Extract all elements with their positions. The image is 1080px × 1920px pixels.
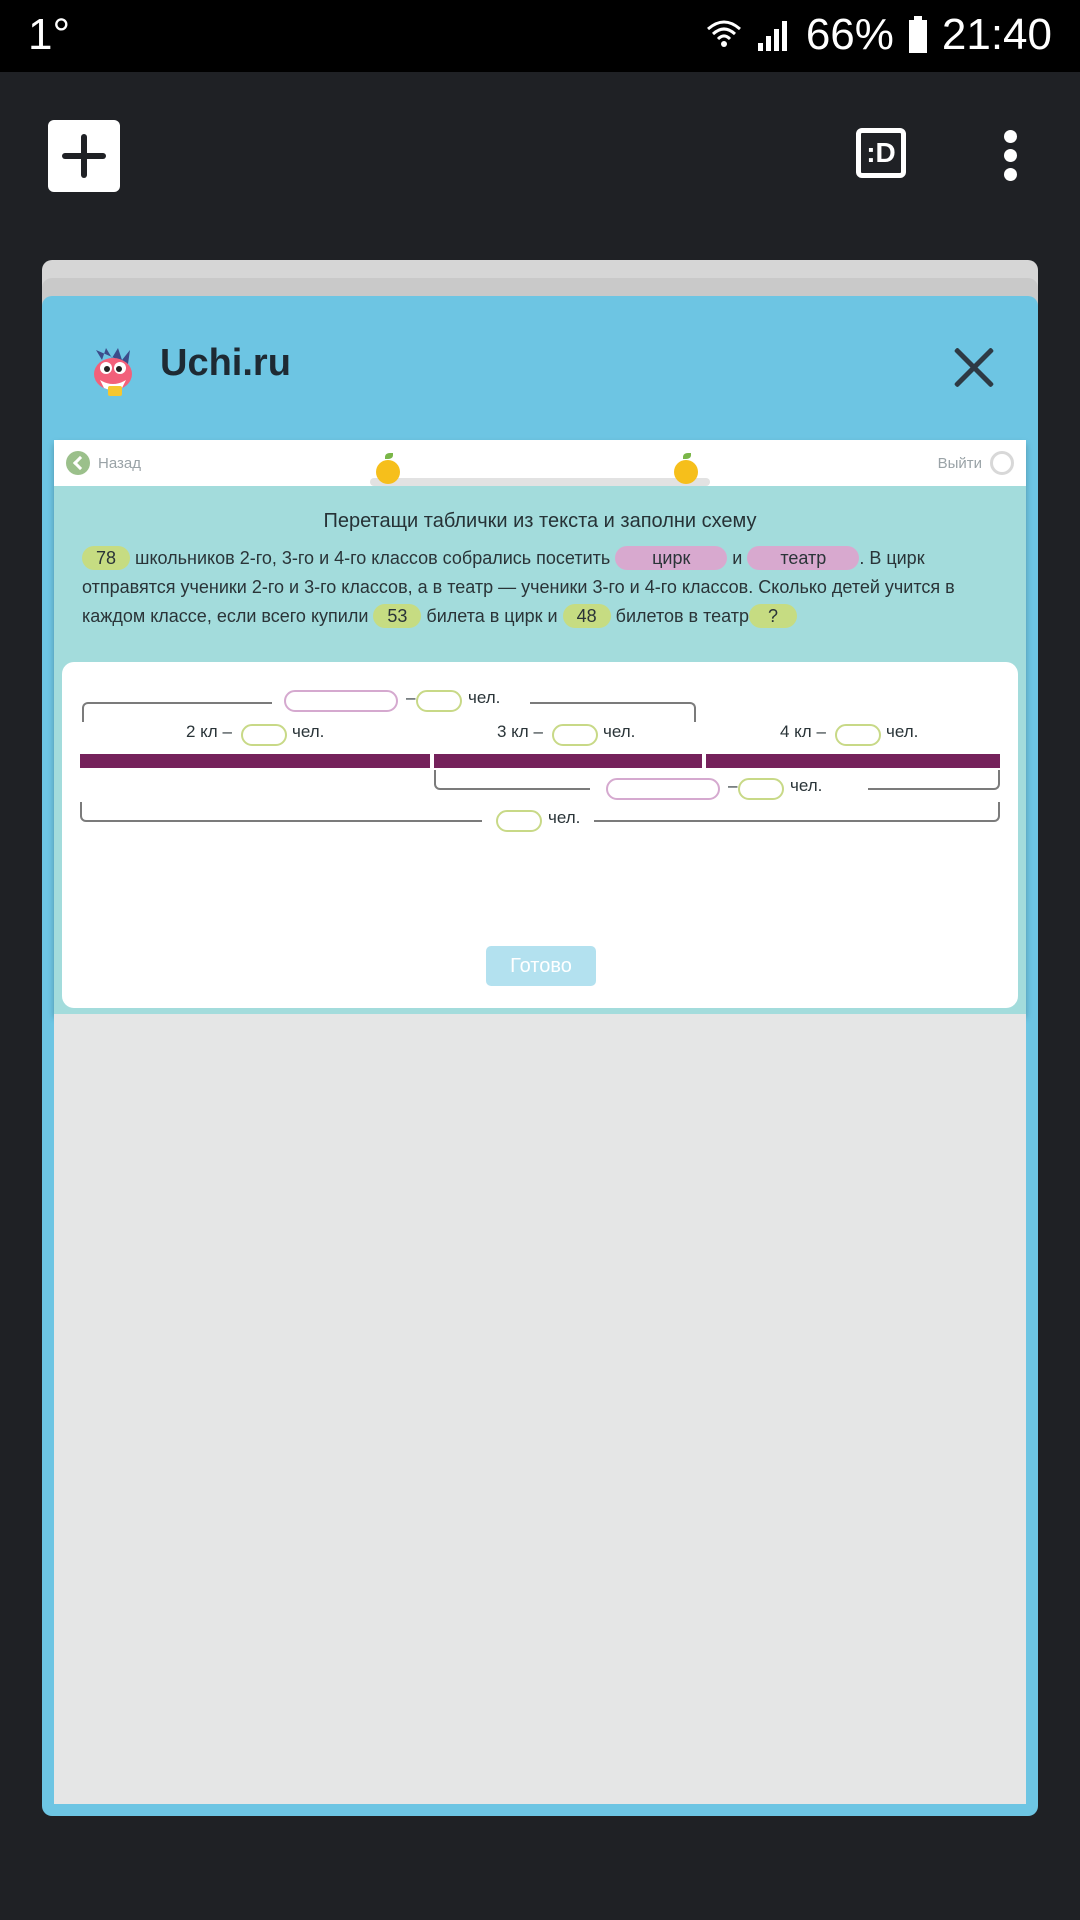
circus-word-slot[interactable] bbox=[284, 690, 398, 712]
number-chip[interactable]: 48 bbox=[563, 604, 611, 628]
total-count-slot[interactable] bbox=[496, 810, 542, 832]
tabs-button[interactable]: :D bbox=[856, 128, 906, 178]
task-text: 78 школьников 2-го, 3-го и 4-го классов собрались посетить цирк и театр . В цирк отправятся ученики 2-го и 3-го классов, а в театр — ученики 3-го и 4-го классов. Сколько детей учится в каждом классе, если всего купили 53 билета в цирк и 48 билетов в театр ? bbox=[82, 548, 955, 626]
lesson-frame bbox=[54, 440, 1026, 1014]
webpage-card bbox=[42, 296, 1038, 1816]
unit-label: чел. bbox=[544, 808, 584, 828]
theatre-count-slot[interactable] bbox=[738, 778, 784, 800]
site-header bbox=[42, 296, 1038, 440]
temperature-indicator: 1° bbox=[28, 10, 71, 59]
clock: 21:40 bbox=[941, 10, 1052, 59]
more-menu-icon[interactable] bbox=[996, 130, 1026, 182]
exit-icon bbox=[990, 451, 1014, 475]
class2-count-slot[interactable] bbox=[241, 724, 287, 746]
done-button[interactable]: Готово bbox=[486, 946, 596, 986]
battery-percent: 66% bbox=[805, 10, 894, 59]
new-tab-button[interactable] bbox=[48, 120, 120, 192]
unit-label: чел. bbox=[288, 722, 328, 742]
orange-icon bbox=[674, 460, 698, 484]
back-label: Назад bbox=[98, 454, 141, 472]
number-chip[interactable]: 53 bbox=[373, 604, 421, 628]
close-icon[interactable] bbox=[952, 346, 996, 390]
word-chip[interactable]: цирк bbox=[615, 546, 727, 570]
class2-segment bbox=[80, 754, 430, 768]
dash-label: – bbox=[402, 688, 419, 708]
unit-label: чел. bbox=[882, 722, 922, 742]
orange-icon bbox=[376, 460, 400, 484]
exit-button[interactable] bbox=[938, 451, 1014, 475]
class4-label: 4 кл – bbox=[776, 722, 830, 742]
status-bar bbox=[0, 0, 1080, 72]
status-right bbox=[706, 10, 1052, 60]
site-logo-text[interactable]: Uchi.ru bbox=[160, 342, 291, 384]
task-title: Перетащи таблички из текста и заполни схему bbox=[323, 510, 757, 532]
uchi-mascot-icon bbox=[86, 344, 140, 398]
class2-label: 2 кл – bbox=[182, 722, 236, 742]
question-chip[interactable]: ? bbox=[749, 604, 797, 628]
circus-count-slot[interactable] bbox=[416, 690, 462, 712]
unit-label: чел. bbox=[599, 722, 639, 742]
class4-segment bbox=[706, 754, 1000, 768]
word-chip[interactable]: театр bbox=[747, 546, 859, 570]
exit-label: Выйти bbox=[937, 454, 982, 472]
class3-count-slot[interactable] bbox=[552, 724, 598, 746]
dash-label: – bbox=[724, 776, 741, 796]
lesson-top-bar bbox=[54, 440, 1026, 486]
wifi-icon bbox=[706, 17, 742, 53]
signal-icon bbox=[756, 17, 792, 53]
scheme-panel bbox=[62, 662, 1018, 1008]
battery-icon bbox=[908, 16, 928, 54]
number-chip[interactable]: 78 bbox=[82, 546, 130, 570]
back-arrow-icon bbox=[66, 451, 90, 475]
class3-segment bbox=[434, 754, 702, 768]
page-empty-area bbox=[54, 1014, 1026, 1804]
back-button[interactable] bbox=[66, 451, 141, 475]
unit-label: чел. bbox=[464, 688, 504, 708]
progress-bar bbox=[370, 478, 710, 486]
unit-label: чел. bbox=[786, 776, 826, 796]
class3-label: 3 кл – bbox=[493, 722, 547, 742]
class4-count-slot[interactable] bbox=[835, 724, 881, 746]
theatre-word-slot[interactable] bbox=[606, 778, 720, 800]
